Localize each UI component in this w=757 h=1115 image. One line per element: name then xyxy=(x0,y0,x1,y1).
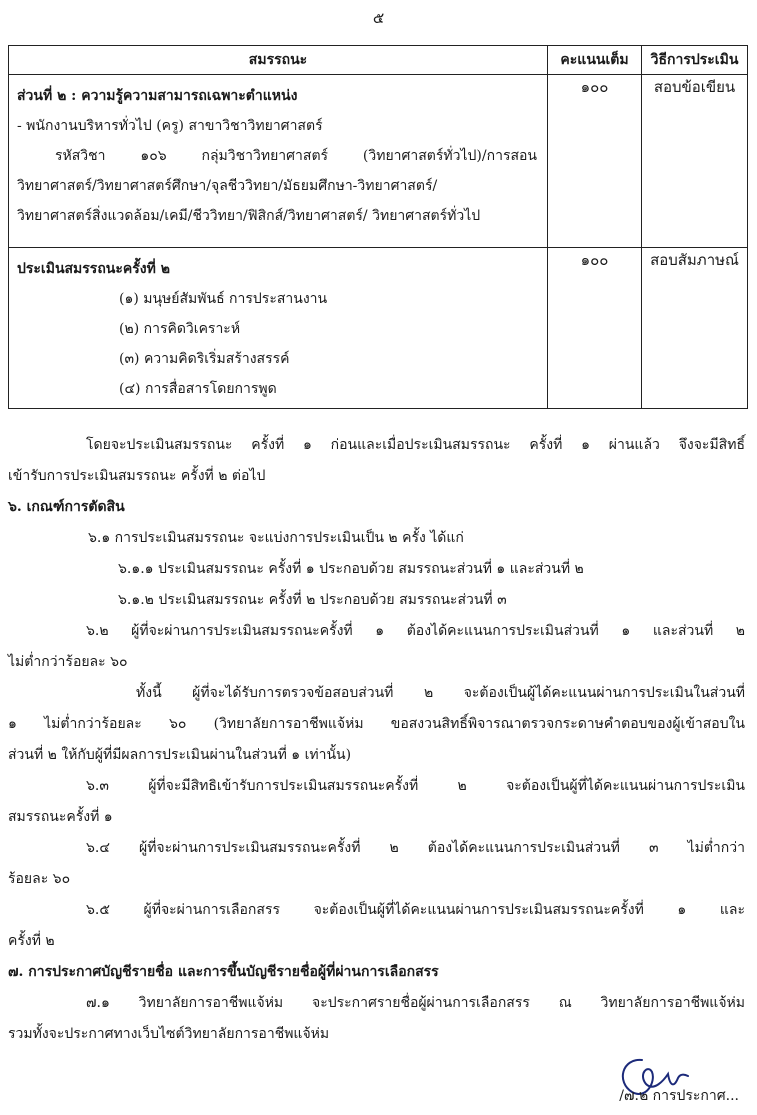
clause-6-5-line-2: ครั้งที่ ๒ xyxy=(8,933,55,949)
clause-6-1: ๖.๑ การประเมินสมรรถนะ จะแบ่งการประเมินเป็น ๒ ครั้ง ได้แก่ xyxy=(88,530,464,546)
table-row xyxy=(9,248,748,409)
list-item: (๔) การสื่อสารโดยการพูด xyxy=(119,381,277,397)
competency-table xyxy=(8,45,748,409)
header-method: วิธีการประเมิน xyxy=(642,46,748,75)
subject-line-1: รหัสวิชา ๑๐๖ กลุ่มวิชาวิทยาศาสตร์ (วิทยาศาสตร์ทั่วไป)/การสอน xyxy=(55,148,537,164)
method-cell: สอบสัมภาษณ์ xyxy=(642,248,748,409)
header-competency: สมรรถนะ xyxy=(9,46,548,75)
note-line-2: ๑ ไม่ต่ำกว่าร้อยละ ๖๐ (วิทยาลัยการอาชีพแจ้ห่ม ขอสงวนสิทธิ์พิจารณาตรวจกระดาษคำตอบของผู้เข้าสอบใน xyxy=(8,716,745,732)
part2-title: ส่วนที่ ๒ : ความรู้ความสามารถเฉพาะตำแหน่ง xyxy=(17,88,298,104)
clause-6-4-line-1: ๖.๔ ผู้ที่จะผ่านการประเมินสมรรถนะครั้งที่ ๒ ต้องได้คะแนนการประเมินส่วนที่ ๓ ไม่ต่ำกว่า xyxy=(86,840,745,856)
list-item: (๓) ความคิดริเริ่มสร้างสรรค์ xyxy=(119,351,290,367)
list-item: (๑) มนุษย์สัมพันธ์ การประสานงาน xyxy=(119,291,328,307)
clause-6-5-line-1: ๖.๕ ผู้ที่จะผ่านการเลือกสรร จะต้องเป็นผู้ที่ได้คะแนนผ่านการประเมินสมรรถนะครั้งที่ ๑ และ xyxy=(86,902,745,918)
clause-7-1-line-1: ๗.๑ วิทยาลัยการอาชีพแจ้ห่ม จะประกาศรายชื่อผู้ผ่านการเลือกสรร ณ วิทยาลัยการอาชีพแจ้ห่ม xyxy=(86,995,745,1011)
score-cell: ๑๐๐ xyxy=(548,248,642,409)
position-line: - พนักงานบริหารทั่วไป (ครู) สาขาวิชาวิทยาศาสตร์ xyxy=(17,118,323,134)
list-item: (๒) การคิดวิเคราะห์ xyxy=(119,321,241,337)
page-number: ๕ xyxy=(372,9,385,27)
section-6-heading: ๖. เกณฑ์การตัดสิน xyxy=(8,499,125,515)
note-line-3: ส่วนที่ ๒ ให้กับผู้ที่มีผลการประเมินผ่านในส่วนที่ ๑ เท่านั้น) xyxy=(8,747,352,763)
next-page-reference: /๗.๒ การประกาศ... xyxy=(619,1088,739,1104)
assessment-2-title: ประเมินสมรรถนะครั้งที่ ๒ xyxy=(17,261,170,277)
clause-6-4-line-2: ร้อยละ ๖๐ xyxy=(8,871,71,887)
clause-6-3-line-2: สมรรถนะครั้งที่ ๑ xyxy=(8,809,113,825)
note-line-1: ทั้งนี้ ผู้ที่จะได้รับการตรวจข้อสอบส่วนที่ ๒ จะต้องเป็นผู้ได้คะแนนผ่านการประเมินในส่วนที่ xyxy=(136,685,745,701)
document-body xyxy=(8,430,745,1050)
clause-6-1-1: ๖.๑.๑ ประเมินสมรรถนะ ครั้งที่ ๑ ประกอบด้วย สมรรถนะส่วนที่ ๑ และส่วนที่ ๒ xyxy=(118,561,584,577)
intro-paragraph-line-2: เข้ารับการประเมินสมรรถนะ ครั้งที่ ๒ ต่อไป xyxy=(8,468,266,484)
competency-cell xyxy=(9,248,548,409)
table-row xyxy=(9,75,748,248)
clause-7-1-line-2: รวมทั้งจะประกาศทางเว็บไซต์วิทยาลัยการอาชีพแจ้ห่ม xyxy=(8,1026,330,1042)
table-header-row xyxy=(9,46,748,75)
clause-6-1-2: ๖.๑.๒ ประเมินสมรรถนะ ครั้งที่ ๒ ประกอบด้วย สมรรถนะส่วนที่ ๓ xyxy=(118,592,507,608)
subject-line-3: วิทยาศาสตร์สิ่งแวดล้อม/เคมี/ชีววิทยา/ฟิสิกส์/วิทยาศาสตร์/ วิทยาศาสตร์ทั่วไป xyxy=(17,208,481,224)
competency-cell xyxy=(9,75,548,248)
clause-6-3-line-1: ๖.๓ ผู้ที่จะมีสิทธิเข้ารับการประเมินสมรรถนะครั้งที่ ๒ จะต้องเป็นผู้ที่ได้คะแนนผ่านการประเมิน xyxy=(86,778,745,794)
subject-line-2: วิทยาศาสตร์/วิทยาศาสตร์ศึกษา/จุลชีววิทยา/มัธยมศึกษา-วิทยาศาสตร์/ xyxy=(17,178,438,194)
clause-6-2-line-1: ๖.๒ ผู้ที่จะผ่านการประเมินสมรรถนะครั้งที่ ๑ ต้องได้คะแนนการประเมินส่วนที่ ๑ และส่วนที่ ๒ xyxy=(86,623,745,639)
method-cell: สอบข้อเขียน xyxy=(642,75,748,248)
intro-paragraph-line-1: โดยจะประเมินสมรรถนะ ครั้งที่ ๑ ก่อนและเมื่อประเมินสมรรถนะ ครั้งที่ ๑ ผ่านแล้ว จึงจะมีสิทธิ์ xyxy=(86,437,745,453)
score-cell: ๑๐๐ xyxy=(548,75,642,248)
header-full-score: คะแนนเต็ม xyxy=(548,46,642,75)
section-7-heading: ๗. การประกาศบัญชีรายชื่อ และการขึ้นบัญชีรายชื่อผู้ที่ผ่านการเลือกสรร xyxy=(8,964,439,980)
clause-6-2-line-2: ไม่ต่ำกว่าร้อยละ ๖๐ xyxy=(8,654,128,670)
